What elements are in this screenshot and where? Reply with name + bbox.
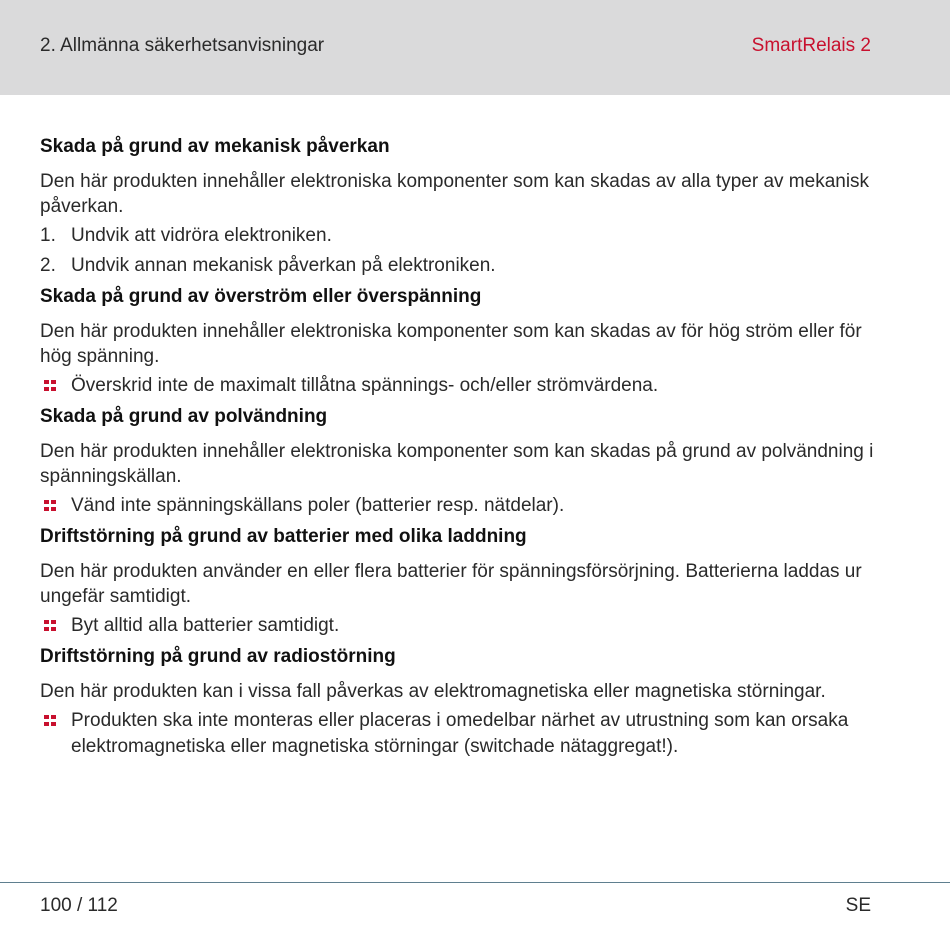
list-item — [40, 223, 880, 249]
list-item — [40, 708, 880, 760]
section — [40, 645, 880, 760]
section-text: Den här produkten använder en eller flera batterier för spänningsförsörjning. Batterierna laddas ur ungefär samtidigt. — [40, 561, 862, 607]
section-title: Skada på grund av polvändning — [40, 406, 328, 427]
list-item-text: Vänd inte spänningskällans poler (batterier resp. nätdelar). — [71, 495, 565, 516]
section-text: Den här produkten innehåller elektroniska komponenter som kan skadas av för hög ström eller för hög spänning. — [40, 321, 862, 367]
section-title: Driftstörning på grund av radiostörning — [40, 646, 396, 667]
list-item-text: Byt alltid alla batterier samtidigt. — [71, 615, 340, 636]
list-item-text: Produkten ska inte monteras eller placeras i omedelbar närhet av utrustning som kan orsaka elektromagnetiska eller magnetiska störningar (switchade nätaggregat!). — [71, 710, 849, 757]
section — [40, 285, 880, 399]
language-code: SE — [845, 895, 871, 916]
product-name: SmartRelais 2 — [751, 35, 871, 56]
section-title: Skada på grund av mekanisk påverkan — [40, 136, 390, 157]
red-square-grid-icon — [44, 715, 57, 727]
list-number: 2. — [40, 255, 56, 276]
section-title: Driftstörning på grund av batterier med olika laddning — [40, 526, 527, 547]
list-item — [40, 613, 880, 639]
bullet-list — [40, 373, 880, 399]
list-number: 1. — [40, 225, 56, 246]
section — [40, 405, 880, 519]
section — [40, 135, 880, 279]
page-header — [0, 0, 950, 95]
bullet-list — [40, 708, 880, 760]
list-item — [40, 373, 880, 399]
page-number: 100 / 112 — [40, 895, 118, 916]
red-square-grid-icon — [44, 380, 57, 392]
numbered-list — [40, 223, 880, 279]
footer-divider — [0, 882, 950, 883]
section-text: Den här produkten innehåller elektroniska komponenter som kan skadas av alla typer av mekanisk påverkan. — [40, 171, 870, 217]
page-content — [40, 135, 880, 766]
section — [40, 525, 880, 639]
chapter-title: 2. Allmänna säkerhetsanvisningar — [40, 35, 325, 56]
list-item — [40, 253, 880, 279]
list-item-text: Undvik att vidröra elektroniken. — [71, 225, 332, 246]
red-square-grid-icon — [44, 620, 57, 632]
list-item — [40, 493, 880, 519]
section-text: Den här produkten kan i vissa fall påverkas av elektromagnetiska eller magnetiska störningar. — [40, 681, 826, 702]
list-item-text: Undvik annan mekanisk påverkan på elektroniken. — [71, 255, 496, 276]
bullet-list — [40, 493, 880, 519]
bullet-list — [40, 613, 880, 639]
section-title: Skada på grund av överström eller överspänning — [40, 286, 482, 307]
section-text: Den här produkten innehåller elektroniska komponenter som kan skadas på grund av polvändning i spänningskällan. — [40, 441, 874, 487]
red-square-grid-icon — [44, 500, 57, 512]
list-item-text: Överskrid inte de maximalt tillåtna spännings- och/eller strömvärdena. — [71, 375, 659, 396]
